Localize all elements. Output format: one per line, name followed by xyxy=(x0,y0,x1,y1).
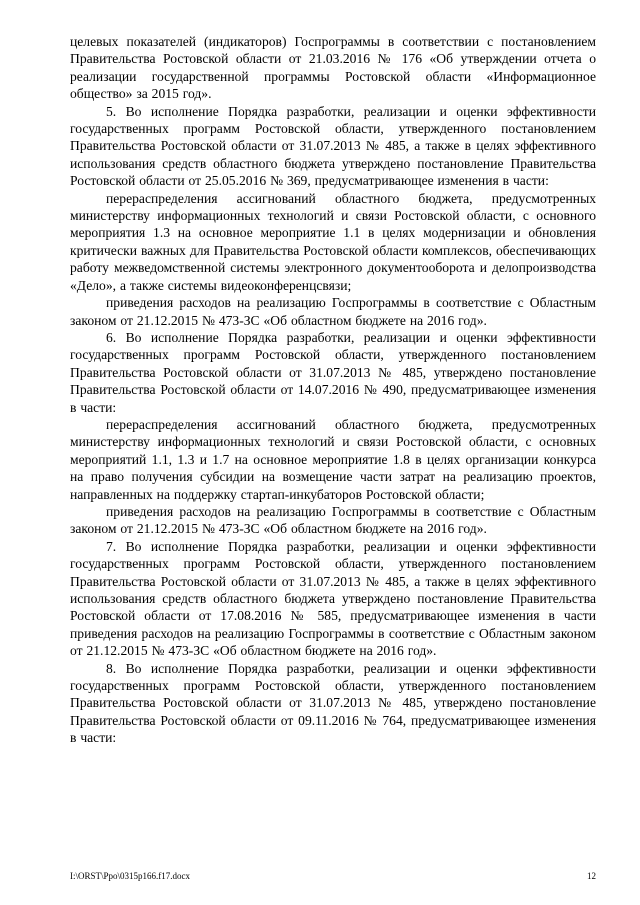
footer-page-number: 12 xyxy=(587,871,596,881)
page-footer xyxy=(70,871,596,885)
paragraph-item-5-budget-alignment: приведения расходов на реализацию Госпрограммы в соответствие с Областным законом от 21.12.2015 № 473-ЗС «Об областном бюджете на 2016 год». xyxy=(70,295,596,328)
footer-file-path: I:\ORST\Ppo\0315p166.f17.docx xyxy=(70,871,191,881)
paragraph-continuation: целевых показателей (индикаторов) Госпрограммы в соответствии с постановлением Правительства Ростовской области от 21.03.2016 № 176 «Об утверждении отчета о реализации государственной программы Ростовской области «Информационное общество» за 2015 год». xyxy=(70,34,596,102)
paragraph-item-6-budget-alignment: приведения расходов на реализацию Госпрограммы в соответствие с Областным законом от 21.12.2015 № 473-ЗС «Об областном бюджете на 2016 год». xyxy=(70,503,596,537)
paragraph-item-8: 8. Во исполнение Порядка разработки, реализации и оценки эффективности государственных программ Ростовской области, утвержденного постановлением Правительства Ростовской области от 31.07.2013 № 485, утверждено постановление Правительства Ростовской области от 09.11.2016 № 764, предусматривающее изменения в части: xyxy=(70,660,596,746)
document-body xyxy=(70,33,596,747)
paragraph-item-7: 7. Во исполнение Порядка разработки, реализации и оценки эффективности государственных программ Ростовской области, утвержденного постановлением Правительства Ростовской области от 31.07.2013 № 485, а также в целях эффективного использования средств областного бюджета утверждено постановление Правительства Ростовской области от 17.08.2016 № 585, предусматривающее изменения в части приведения расходов на реализацию Госпрограммы в соответствие с Областным законом от 21.12.2015 № 473-ЗС «Об областном бюджете на 2016 год». xyxy=(70,538,596,659)
paragraph-item-6-reallocation: перераспределения ассигнований областного бюджета, предусмотренных министерству информационных технологий и связи Ростовской области, с основных мероприятий 1.1, 1.3 и 1.7 на основное мероприятие 1.8 в целях организации конкурса на право получения субсидии на возмещение части затрат на реализацию проектов, направленных на поддержку стартап-инкубаторов Ростовской области; xyxy=(70,416,596,502)
paragraph-item-5: 5. Во исполнение Порядка разработки, реализации и оценки эффективности государственных программ Ростовской области, утвержденного постановлением Правительства Ростовской области от 31.07.2013 № 485, а также в целях эффективного использования средств областного бюджета утверждено постановление Правительства Ростовской области от 25.05.2016 № 369, предусматривающее изменения в части: xyxy=(70,103,596,189)
paragraph-item-5-reallocation: перераспределения ассигнований областного бюджета, предусмотренных министерству информационных технологий и связи Ростовской области, с основного мероприятия 1.3 на основное мероприятие 1.1 в целях модернизации и обновления критически важных для Правительства Ростовской области комплексов, обеспечивающих работу межведомственной системы электронного документооборота и делопроизводства «Дело», а также системы видеоконференцсвязи; xyxy=(70,190,596,293)
paragraph-item-6: 6. Во исполнение Порядка разработки, реализации и оценки эффективности государственных программ Ростовской области, утвержденного постановлением Правительства Ростовской области от 31.07.2013 № 485, утверждено постановление Правительства Ростовской области от 14.07.2016 № 490, предусматривающее изменения в части: xyxy=(70,329,596,415)
